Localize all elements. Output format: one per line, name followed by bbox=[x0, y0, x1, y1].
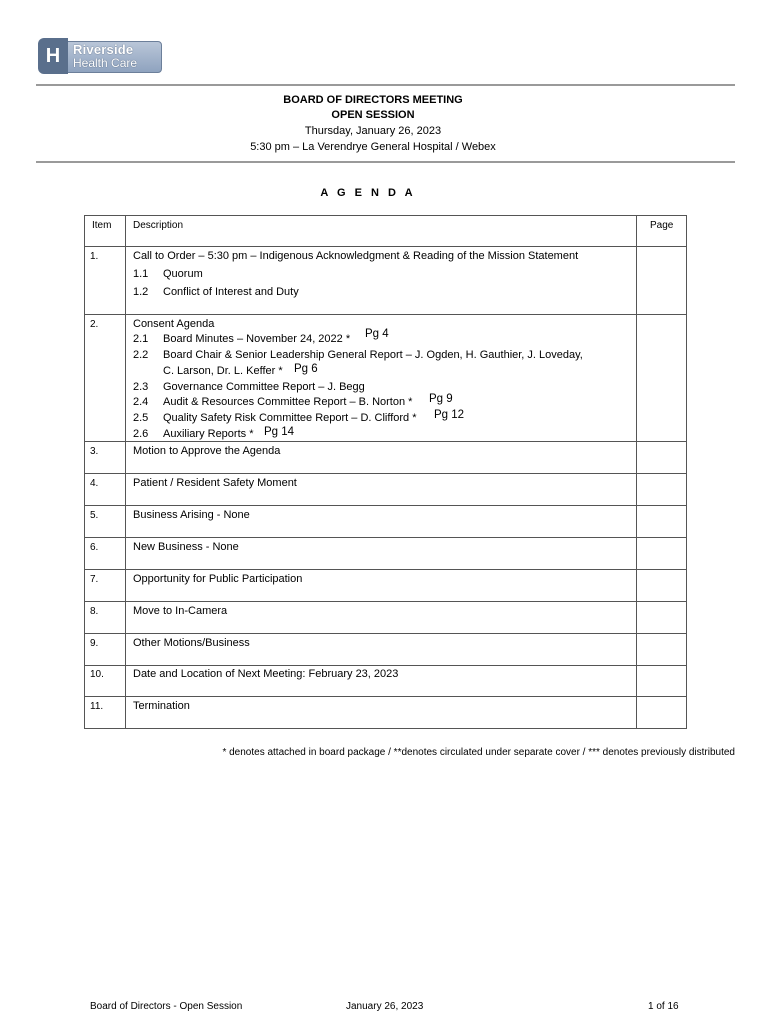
header-rule-top bbox=[36, 84, 735, 86]
subitem-text: C. Larson, Dr. L. Keffer * bbox=[163, 365, 283, 377]
row-description: Opportunity for Public Participation bbox=[133, 573, 303, 585]
row-divider bbox=[84, 537, 687, 538]
footer-page-number: 1 of 16 bbox=[648, 1001, 679, 1012]
row-item-number: 2. bbox=[90, 319, 99, 330]
page-reference: Pg 9 bbox=[429, 393, 453, 405]
row-item-number: 7. bbox=[90, 574, 99, 585]
subitem-number: 2.5 bbox=[133, 412, 149, 424]
row-description: Patient / Resident Safety Moment bbox=[133, 477, 297, 489]
page-reference: Pg 14 bbox=[264, 426, 295, 438]
row-item-number: 10. bbox=[90, 669, 104, 680]
row-item-number: 5. bbox=[90, 510, 99, 521]
meeting-title: BOARD OF DIRECTORS MEETING bbox=[283, 94, 463, 106]
row-divider bbox=[84, 696, 687, 697]
subitem-text: Quorum bbox=[163, 268, 203, 280]
column-header-page: Page bbox=[650, 220, 674, 231]
subitem-number: 2.4 bbox=[133, 396, 149, 408]
subitem-number: 2.3 bbox=[133, 381, 149, 393]
subitem-text: Board Chair & Senior Leadership General Report – J. Ogden, H. Gauthier, J. Loveday, bbox=[163, 349, 583, 361]
page-reference: Pg 4 bbox=[365, 328, 389, 340]
row-divider bbox=[84, 505, 687, 506]
subitem-text: Board Minutes – November 24, 2022 * bbox=[163, 333, 351, 345]
row-description: Motion to Approve the Agenda bbox=[133, 445, 281, 457]
row-item-number: 9. bbox=[90, 638, 99, 649]
column-header-description: Description bbox=[133, 220, 184, 231]
subitem-text: Quality Safety Risk Committee Report – D. Clifford * bbox=[163, 412, 417, 424]
meeting-date: Thursday, January 26, 2023 bbox=[304, 125, 442, 137]
subitem-text: Audit & Resources Committee Report – B. Norton * bbox=[163, 396, 413, 408]
row-divider bbox=[84, 665, 687, 666]
row-description: New Business - None bbox=[133, 541, 239, 553]
header-rule-bottom bbox=[36, 161, 735, 163]
subitem-number: 1.2 bbox=[133, 286, 149, 298]
subitem-text: Conflict of Interest and Duty bbox=[163, 286, 299, 298]
column-header-item: Item bbox=[92, 220, 112, 231]
row-description: Call to Order – 5:30 pm – Indigenous Acknowledgment & Reading of the Mission Statement bbox=[133, 250, 579, 262]
row-item-number: 8. bbox=[90, 606, 99, 617]
page-reference: Pg 6 bbox=[294, 363, 318, 375]
footer-document-name: Board of Directors - Open Session bbox=[90, 1001, 243, 1012]
logo-h-mark: H bbox=[38, 38, 68, 74]
row-description: Move to In-Camera bbox=[133, 605, 228, 617]
row-divider bbox=[84, 441, 687, 442]
agenda-heading: A G E N D A bbox=[320, 187, 416, 199]
meeting-time-location: 5:30 pm – La Verendrye General Hospital / Webex bbox=[250, 141, 496, 153]
page-reference: Pg 12 bbox=[434, 409, 465, 421]
subitem-text: Governance Committee Report – J. Begg bbox=[163, 381, 365, 393]
row-divider bbox=[84, 473, 687, 474]
logo-banner bbox=[62, 41, 162, 73]
row-item-number: 3. bbox=[90, 446, 99, 457]
column-divider-item bbox=[125, 215, 126, 729]
row-divider bbox=[84, 601, 687, 602]
row-divider bbox=[84, 633, 687, 634]
subitem-number: 2.2 bbox=[133, 349, 149, 361]
row-item-number: 4. bbox=[90, 478, 99, 489]
meeting-session: OPEN SESSION bbox=[331, 109, 415, 121]
row-item-number: 6. bbox=[90, 542, 99, 553]
subitem-number: 2.6 bbox=[133, 428, 149, 440]
row-description: Business Arising - None bbox=[133, 509, 250, 521]
logo-line-2: Health Care bbox=[73, 56, 138, 70]
subitem-number: 1.1 bbox=[133, 268, 149, 280]
subitem-number: 2.1 bbox=[133, 333, 149, 345]
row-divider bbox=[84, 314, 687, 315]
subitem-text: Auxiliary Reports * bbox=[163, 428, 254, 440]
row-item-number: 11. bbox=[90, 701, 104, 712]
row-item-number: 1. bbox=[90, 251, 99, 262]
riverside-health-care-logo bbox=[38, 38, 162, 74]
row-description: Other Motions/Business bbox=[133, 637, 250, 649]
footnote-legend: * denotes attached in board package / **denotes circulated under separate cover / *** denotes previously distributed bbox=[222, 747, 735, 758]
row-description: Consent Agenda bbox=[133, 318, 215, 330]
logo-line-1: Riverside bbox=[73, 42, 134, 57]
row-divider bbox=[84, 569, 687, 570]
row-description: Termination bbox=[133, 700, 190, 712]
row-description: Date and Location of Next Meeting: February 23, 2023 bbox=[133, 668, 399, 680]
footer-date: January 26, 2023 bbox=[346, 1001, 424, 1012]
row-divider bbox=[84, 246, 687, 247]
column-divider-page bbox=[636, 215, 637, 729]
